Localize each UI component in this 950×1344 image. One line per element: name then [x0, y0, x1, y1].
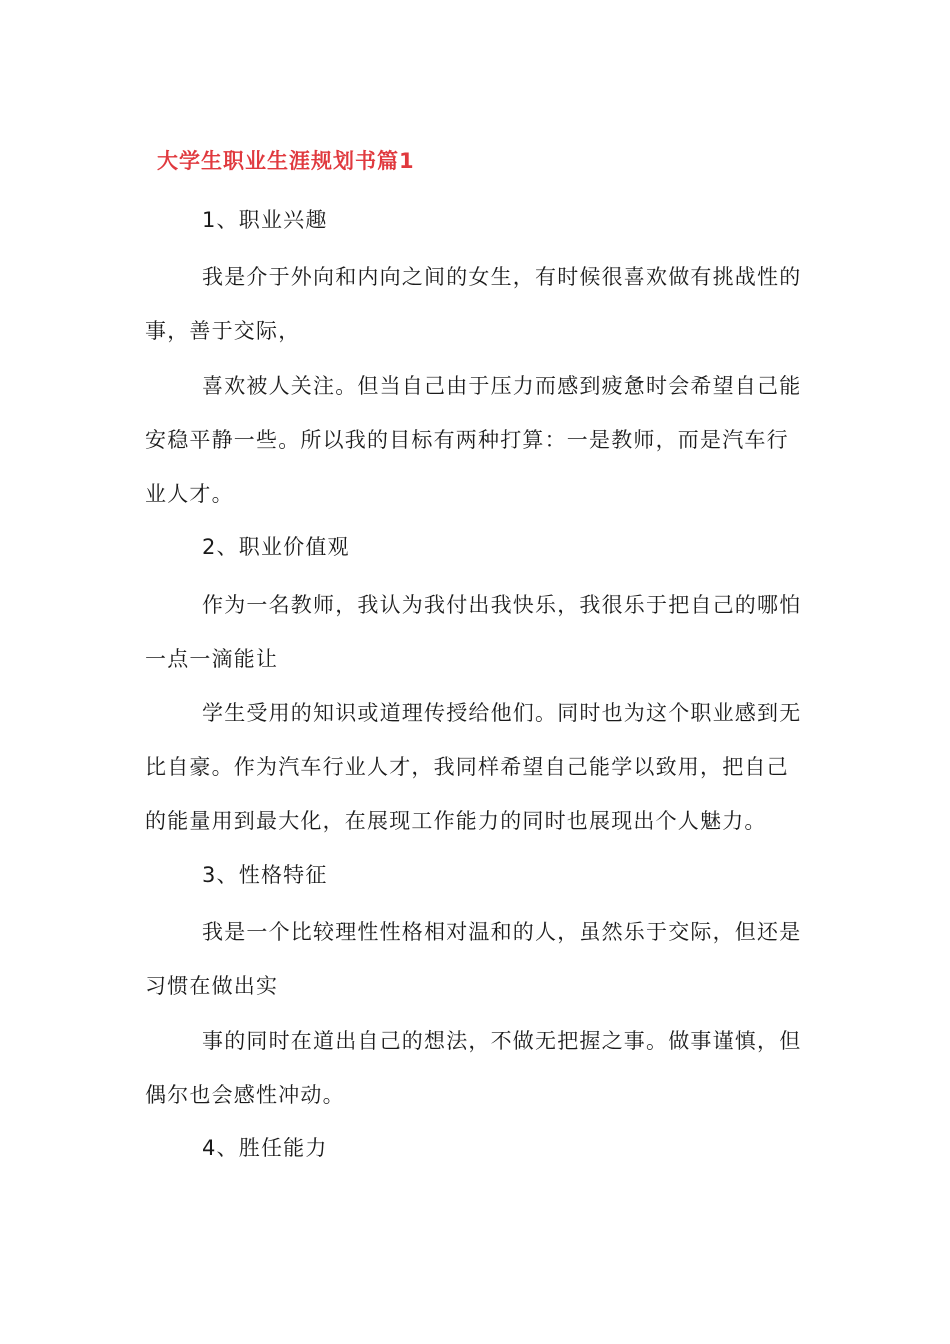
paragraph-2: 喜欢被人关注。但当自己由于压力而感到疲惫时会希望自己能安稳平静一些。所以我的目标有两种打算：一是教师，而是汽车行业人才。 [145, 374, 802, 506]
paragraph-6: 事的同时在道出自己的想法，不做无把握之事。做事谨慎，但偶尔也会感性冲动。 [145, 1029, 802, 1107]
section-heading-4: 4、胜任能力 [202, 1136, 328, 1160]
paragraph-3: 作为一名教师，我认为我付出我快乐，我很乐于把自己的哪怕一点一滴能让 [145, 593, 802, 671]
section-heading-1: 1、职业兴趣 [202, 208, 328, 232]
section-heading-3: 3、性格特征 [202, 863, 328, 887]
document-title: 大学生职业生涯规划书篇1 [157, 149, 415, 173]
paragraph-4: 学生受用的知识或道理传授给他们。同时也为这个职业感到无比自豪。作为汽车行业人才，我同样希望自己能学以致用，把自己的能量用到最大化，在展现工作能力的同时也展现出个人魅力。 [145, 701, 802, 833]
paragraph-5: 我是一个比较理性性格相对温和的人，虽然乐于交际，但还是习惯在做出实 [145, 920, 802, 998]
section-heading-2: 2、职业价值观 [202, 535, 350, 559]
paragraph-1: 我是介于外向和内向之间的女生，有时候很喜欢做有挑战性的事，善于交际， [145, 265, 802, 343]
